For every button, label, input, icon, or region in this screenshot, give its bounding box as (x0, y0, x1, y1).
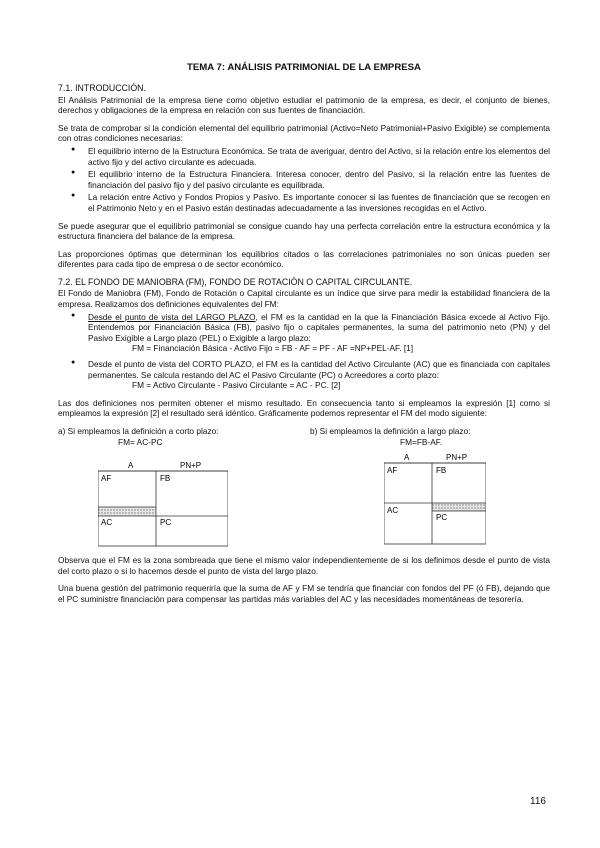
header-liabilities: PN+P (446, 453, 468, 463)
section-heading-intro: 7.1. INTRODUCCIÓN. (58, 83, 146, 94)
column-equation: FM= AC-PC (118, 436, 163, 447)
paragraph: Las dos definiciones nos permiten obtener el mismo resultado. En consecuencia tanto si empleamos la expresión [1] como si empleamos la expresión [2] el resultado será idéntico. Gráficamente podemos representar el FM del modo siguiente: (58, 397, 550, 419)
fm-shaded-area (98, 507, 156, 516)
underlined-text: Desde el punto de vista del LARGO PLAZO (88, 311, 256, 322)
column-label: b) Si empleamos la definición a largo plazo: (310, 426, 471, 436)
label-fb: FB (436, 466, 447, 476)
formula-1: FM = Financiación Básica - Activo Fijo = FB - AF = PF - AF =NP+PEL-AF. [1] (132, 343, 414, 354)
bullet-list (58, 146, 550, 214)
header-liabilities: PN+P (180, 461, 202, 471)
paragraph: Observa que el FM es la zona sombreada que tiene el mismo valor independientemente de si los definimos desde el punto de vista del corto plazo o si lo hacemos desde el punto de vista del largo plazo. (58, 555, 550, 576)
definition-columns (58, 426, 550, 447)
page-title: TEMA 7: ANÁLISIS PATRIMONIAL DE LA EMPRESA (187, 62, 421, 73)
label-af: AF (387, 466, 398, 476)
paragraph: Una buena gestión del patrimonio requeriría que la suma de AF y FM se tendría que financiar con fondos del PF (ó FB), dejando que el PC suministre financiación para compensar las partidas más variables del AC y las necesidades momentáneas de tesorería. (58, 583, 550, 605)
paragraph: El Fondo de Maniobra (FM), Fondo de Rotación o Capital circulante es un índice que sirve para medir la estabilidad financiera de la empresa. Realizamos dos definiciones equivalentes del FM: (58, 288, 550, 309)
list-item: ● La relación entre Activo y Fondos Propios y Pasivo. Es importante conocer si las fuentes de financiación que se recogen en el Patrimonio Neto y en el Pasivo están destinadas adecuadamente a las inversiones recogidas en el Activo. (88, 192, 550, 213)
paragraph: El Análisis Patrimonial de la empresa tiene como objetivo estudiar el patrimonio de la empresa, es decir, el conjunto de bienes, derechos y obligaciones de la empresa en relación con sus fuentes de financiación. (58, 94, 550, 116)
list-item-text: , el FM es la cantidad en la que la Financiación Básica excede al Activo Fijo. Entendemos por Financiación Básica (FB), pasivo fijo o capitales permanentes, la suma del patrimonio neto (PN) y del Pasivo Exigible a Largo plazo (PEL) o Exigible a largo plazo: (88, 311, 551, 343)
column-equation: FM=FB-AF. (400, 436, 443, 447)
column-long-term (310, 426, 550, 447)
balance-diagram-long-term (384, 453, 486, 545)
label-pc: PC (436, 513, 448, 523)
page-number: 116 (530, 796, 546, 807)
paragraph: Se puede asegurar que el equilibrio patrimonial se consigue cuando hay una perfecta correlación entre la estructura económica y la estructura financiera del balance de la empresa. (58, 220, 550, 242)
bullet-list (58, 312, 550, 391)
column-short-term (58, 426, 298, 447)
label-pc: PC (160, 518, 172, 528)
label-ac: AC (101, 518, 113, 528)
label-ac: AC (387, 506, 399, 516)
list-item: ● El equilibrio interno de la Estructura Financiera. Interesa conocer, dentro del Pasivo, si la relación entre las fuentes de financiación del pasivo fijo y del pasivo circulante es equilibrada. (88, 169, 550, 190)
paragraph: Se trata de comprobar si la condición elemental del equilibrio patrimonial (Activo=Neto Patrimonial+Pasivo Exigible) se complementa con otras condiciones necesarias: (58, 122, 550, 144)
header-assets: A (128, 461, 134, 471)
balance-diagram-short-term (98, 461, 228, 547)
formula-2: FM = Activo Circulante - Pasivo Circulante = AC - PC. [2] (132, 380, 341, 391)
column-label: a) Si empleamos la definición a corto plazo: (58, 426, 219, 436)
fm-shaded-area (432, 503, 486, 511)
list-item: ● El equilibrio interno de la Estructura Económica. Se trata de averiguar, dentro del Activo, si la relación entre los elementos del activo fijo y del activo circulante es adecuada. (88, 146, 550, 167)
balance-diagrams (58, 447, 550, 549)
section-heading-fm: 7.2. EL FONDO DE MANIOBRA (FM), FONDO DE ROTACIÓN O CAPITAL CIRCULANTE. (58, 277, 413, 288)
document-page (58, 62, 550, 612)
header-assets: A (404, 453, 410, 463)
list-item-text: Desde el punto de vista del CORTO PLAZO, el FM es la cantidad del Activo Circulante (AC) que es financiada con capitales permanentes. Se calcula restando del AC el Pasivo Circulante (PC) o Acreedores a corto plazo: (88, 358, 550, 380)
label-af: AF (101, 474, 112, 484)
list-item (88, 312, 550, 354)
label-fb: FB (160, 474, 171, 484)
list-item (88, 359, 550, 391)
paragraph: Las proporciones óptimas que determinan los equilibrios citados o las correlaciones patrimoniales no son únicas pueden ser diferentes para cada tipo de empresa o de sector económico. (58, 248, 550, 270)
